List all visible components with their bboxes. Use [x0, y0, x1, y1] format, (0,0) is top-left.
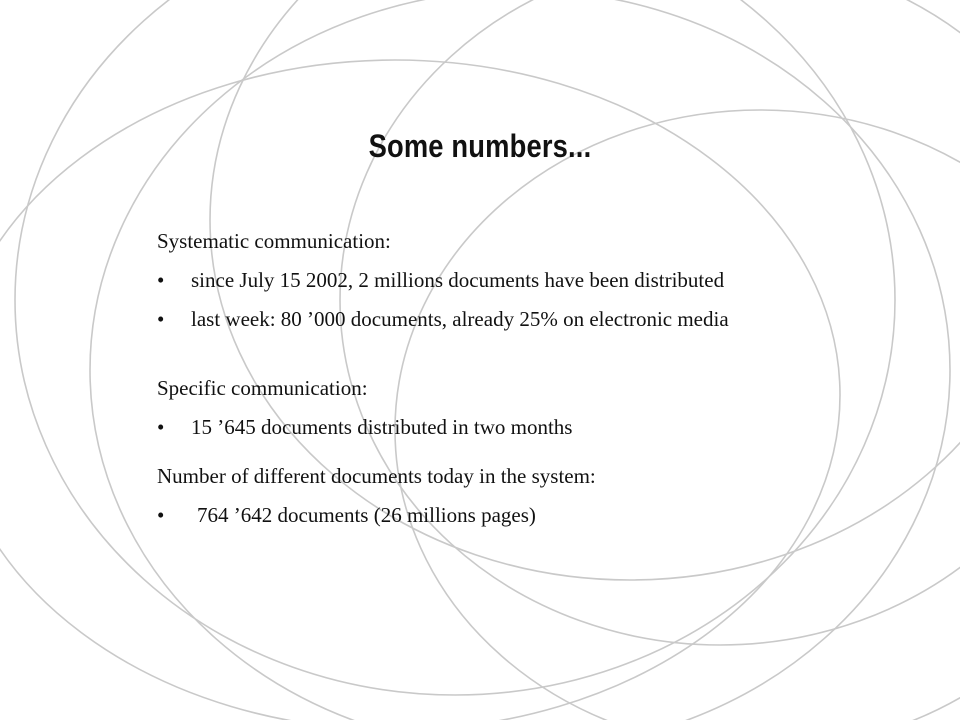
list-item	[157, 502, 937, 528]
slide-content	[157, 228, 937, 528]
bullet-list	[157, 414, 937, 440]
list-item	[157, 306, 937, 332]
list-item-text: since July 15 2002, 2 millions documents have been distributed	[191, 268, 725, 292]
list-item-text: last week: 80 ’000 documents, already 25% on electronic media	[191, 307, 729, 331]
section-heading: Systematic communication:	[157, 229, 391, 253]
section-heading: Number of different documents today in the system:	[157, 464, 596, 488]
section-systematic-communication	[157, 228, 937, 332]
list-item	[157, 414, 937, 440]
section-specific-communication	[157, 375, 937, 440]
list-item	[157, 267, 937, 293]
bullet-list	[157, 267, 937, 332]
bullet-icon: •	[157, 503, 165, 527]
list-item-text: 764 ’642 documents (26 millions pages)	[197, 503, 536, 527]
bullet-icon: •	[157, 268, 165, 292]
list-item-text: 15 ’645 documents distributed in two months	[191, 415, 573, 439]
bullet-list	[157, 502, 937, 528]
slide-title: Some numbers...	[368, 128, 592, 164]
section-heading: Specific communication:	[157, 376, 368, 400]
section-document-count	[157, 463, 937, 528]
bullet-icon: •	[157, 307, 165, 331]
bullet-icon: •	[157, 415, 165, 439]
